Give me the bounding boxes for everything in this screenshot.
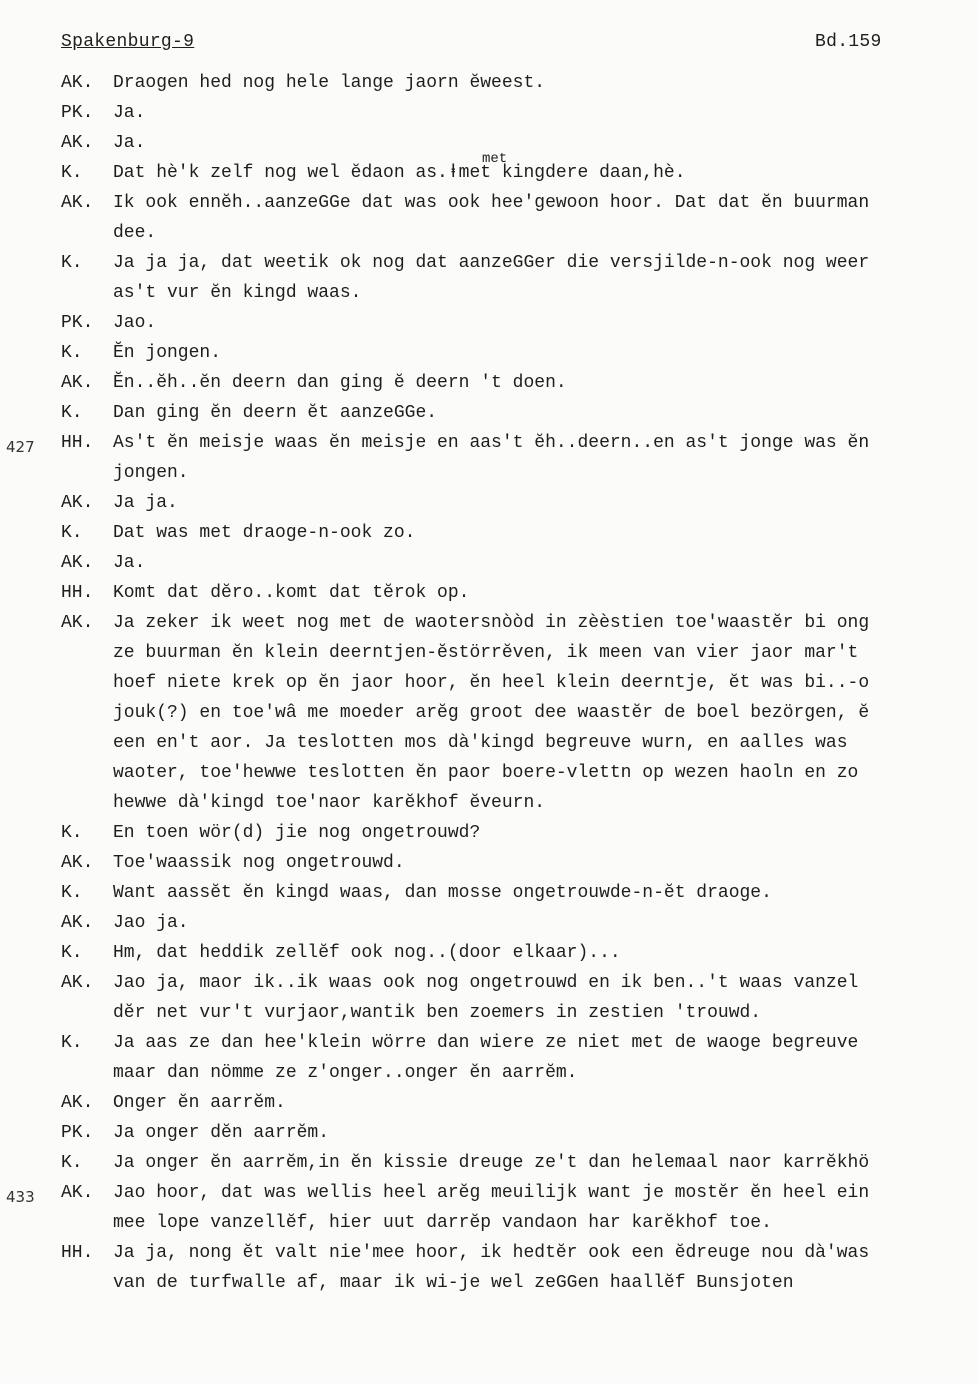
utterance-line: En toen wör(d) jie nog ongetrouwd? (113, 823, 481, 843)
utterance-text (113, 308, 979, 338)
speaker-label: AK. (61, 1183, 94, 1203)
utterance-text (113, 1028, 979, 1088)
speaker-label: AK. (61, 913, 94, 933)
utterance-line: Ja zeker ik weet nog met de waotersnòòd in zèèstien toe'waastĕr bi ong (113, 613, 870, 633)
transcript-entry (0, 488, 979, 518)
utterance-text (113, 818, 979, 848)
speaker-label: AK. (61, 493, 94, 513)
transcript-entry (0, 968, 979, 1028)
speaker-label: K. (61, 1153, 83, 1173)
utterance-line: hoef niete krek op ĕn jaor hoor, ĕn heel klein deerntje, ĕt was bi..-o (113, 673, 870, 693)
utterance-line: Ja. (113, 103, 146, 123)
transcript-entry (0, 1028, 979, 1088)
utterance-text (113, 428, 979, 488)
handwritten-insertion: met (482, 151, 508, 167)
transcript-entry (0, 398, 979, 428)
utterance-line: dĕr net vur't vurjaor,wantik ben zoemers in zestien 'trouwd. (113, 1003, 762, 1023)
transcript-entry (0, 518, 979, 548)
transcript-entry (0, 248, 979, 308)
speaker-label: PK. (61, 103, 94, 123)
utterance-line: Ja. (113, 553, 146, 573)
speaker-label: HH. (61, 1243, 94, 1263)
utterance-line: Ĕn jongen. (113, 343, 222, 363)
speaker-label: AK. (61, 553, 94, 573)
utterance-text (113, 1238, 979, 1298)
utterance-text (113, 1178, 979, 1238)
transcript-entry (0, 848, 979, 878)
utterance-text (113, 188, 979, 248)
utterance-line: Onger ĕn aarrĕm. (113, 1093, 286, 1113)
transcript-entry (0, 938, 979, 968)
utterance-line: jongen. (113, 463, 189, 483)
utterance-line: Komt dat dĕro..komt dat tĕrok op. (113, 583, 470, 603)
utterance-text (113, 908, 979, 938)
speaker-label: K. (61, 523, 83, 543)
utterance-line: Ja ja ja, dat weetik ok nog dat aanzeGGer die versjilde-n-ook nog weer (113, 253, 870, 273)
transcript-entry (0, 1118, 979, 1148)
utterance-line: Dat was met draoge-n-ook zo. (113, 523, 416, 543)
speaker-label: K. (61, 163, 83, 183)
utterance-text (113, 1088, 979, 1118)
utterance-text (113, 398, 979, 428)
speaker-label: AK. (61, 373, 94, 393)
speaker-label: AK. (61, 73, 94, 93)
utterance-text (113, 488, 979, 518)
transcript-entry (0, 548, 979, 578)
margin-annotation: 427 (6, 438, 35, 456)
speaker-label: PK. (61, 1123, 94, 1143)
page-number: Bd.159 (815, 32, 882, 52)
speaker-label: K. (61, 943, 83, 963)
speaker-label: AK. (61, 973, 94, 993)
utterance-line: waoter, toe'hewwe teslotten ĕn paor boere-vlettn op wezen haoln en zo (113, 763, 859, 783)
utterance-line: Draogen hed nog hele lange jaorn ĕweest. (113, 73, 546, 93)
utterance-line: Ja ja, nong ĕt valt nie'mee hoor, ik hedtĕr ook een ĕdreuge nou dà'was (113, 1243, 870, 1263)
transcript-entry (0, 578, 979, 608)
speaker-label: AK. (61, 613, 94, 633)
document-header-title: Spakenburg-9 (61, 32, 195, 52)
utterance-line: Dat hè'k zelf nog wel ĕdaon as.ⱡmet kingdere daan,hè. (113, 163, 686, 183)
utterance-line: Dan ging ĕn deern ĕt aanzeGGe. (113, 403, 438, 423)
utterance-line: Jao. (113, 313, 157, 333)
utterance-line: hewwe dà'kingd toe'naor karĕkhof ĕveurn. (113, 793, 546, 813)
utterance-text (113, 368, 979, 398)
utterance-text (113, 968, 979, 1028)
transcript-entry (0, 188, 979, 248)
transcript-entry (0, 1238, 979, 1298)
utterance-line: As't ĕn meisje waas ĕn meisje en aas't ĕh..deern..en as't jonge was ĕn (113, 433, 870, 453)
utterance-line: Ja onger ĕn aarrĕm,in ĕn kissie dreuge ze't dan helemaal naor karrĕkhö (113, 1153, 870, 1173)
transcript-entry (0, 151, 979, 188)
utterance-text (113, 578, 979, 608)
utterance-text (113, 98, 979, 128)
utterance-line: ze buurman ĕn klein deerntjen-ĕstörrĕven, ik meen van vier jaor mar't (113, 643, 859, 663)
utterance-text (113, 608, 979, 818)
utterance-text (113, 1148, 979, 1178)
transcript-entry (0, 1178, 979, 1238)
transcript-entry (0, 368, 979, 398)
utterance-line: een en't aor. Ja teslotten mos dà'kingd begreuve wurn, en aalles was (113, 733, 848, 753)
transcript-entry (0, 818, 979, 848)
transcript-entry (0, 308, 979, 338)
transcript-entry (0, 878, 979, 908)
utterance-line: maar dan nömme ze z'onger..onger ĕn aarrĕm. (113, 1063, 578, 1083)
utterance-text (113, 338, 979, 368)
utterance-text (113, 848, 979, 878)
utterance-text (113, 878, 979, 908)
utterance-line: mee lope vanzellĕf, hier uut darrĕp vandaon har karĕkhof toe. (113, 1213, 772, 1233)
utterance-line: Toe'waassik nog ongetrouwd. (113, 853, 405, 873)
speaker-label: K. (61, 343, 83, 363)
speaker-label: AK. (61, 1093, 94, 1113)
transcript-entry (0, 908, 979, 938)
utterance-text (113, 248, 979, 308)
utterance-line: jouk(?) en toe'wâ me moeder arĕg groot dee waastĕr de boel bezörgen, ĕ (113, 703, 870, 723)
speaker-label: HH. (61, 583, 94, 603)
utterance-line: as't vur ĕn kingd waas. (113, 283, 362, 303)
transcript-entry (0, 338, 979, 368)
speaker-label: PK. (61, 313, 94, 333)
speaker-label: AK. (61, 853, 94, 873)
utterance-text (113, 938, 979, 968)
margin-annotation: 433 (6, 1188, 35, 1206)
speaker-label: K. (61, 823, 83, 843)
utterance-text (113, 548, 979, 578)
utterance-text (113, 158, 979, 188)
utterance-text (113, 1118, 979, 1148)
utterance-line: Ĕn..ĕh..ĕn deern dan ging ĕ deern 't doen. (113, 373, 567, 393)
utterance-text (113, 128, 979, 158)
transcript-entry (0, 98, 979, 128)
utterance-line: Jao ja. (113, 913, 189, 933)
transcript-entry (0, 1148, 979, 1178)
speaker-label: AK. (61, 133, 94, 153)
speaker-label: AK. (61, 193, 94, 213)
transcript-entry (0, 1088, 979, 1118)
utterance-line: Hm, dat heddik zellĕf ook nog..(door elkaar)... (113, 943, 621, 963)
speaker-label: K. (61, 403, 83, 423)
speaker-label: K. (61, 883, 83, 903)
speaker-label: HH. (61, 433, 94, 453)
utterance-line: dee. (113, 223, 157, 243)
utterance-line: van de turfwalle af, maar ik wi-je wel zeGGen haallĕf Bunsjoten (113, 1273, 794, 1293)
utterance-line: Ja aas ze dan hee'klein wörre dan wiere ze niet met de waoge begreuve (113, 1033, 859, 1053)
transcript-entry (0, 428, 979, 488)
utterance-line: Want aassĕt ĕn kingd waas, dan mosse ongetrouwde-n-ĕt draoge. (113, 883, 772, 903)
utterance-text (113, 68, 979, 98)
utterance-line: Jao hoor, dat was wellis heel arĕg meuilijk want je mostĕr ĕn heel ein (113, 1183, 870, 1203)
speaker-label: K. (61, 253, 83, 273)
speaker-label: K. (61, 1033, 83, 1053)
utterance-line: Ja ja. (113, 493, 178, 513)
utterance-text (113, 518, 979, 548)
utterance-line: Jao ja, maor ik..ik waas ook nog ongetrouwd en ik ben..'t waas vanzel (113, 973, 859, 993)
utterance-line: Ja onger dĕn aarrĕm. (113, 1123, 330, 1143)
utterance-line: Ja. (113, 133, 146, 153)
utterance-line: Ik ook ennĕh..aanzeGGe dat was ook hee'gewoon hoor. Dat dat ĕn buurman (113, 193, 870, 213)
transcript-entry (0, 608, 979, 818)
transcript-entry (0, 68, 979, 98)
